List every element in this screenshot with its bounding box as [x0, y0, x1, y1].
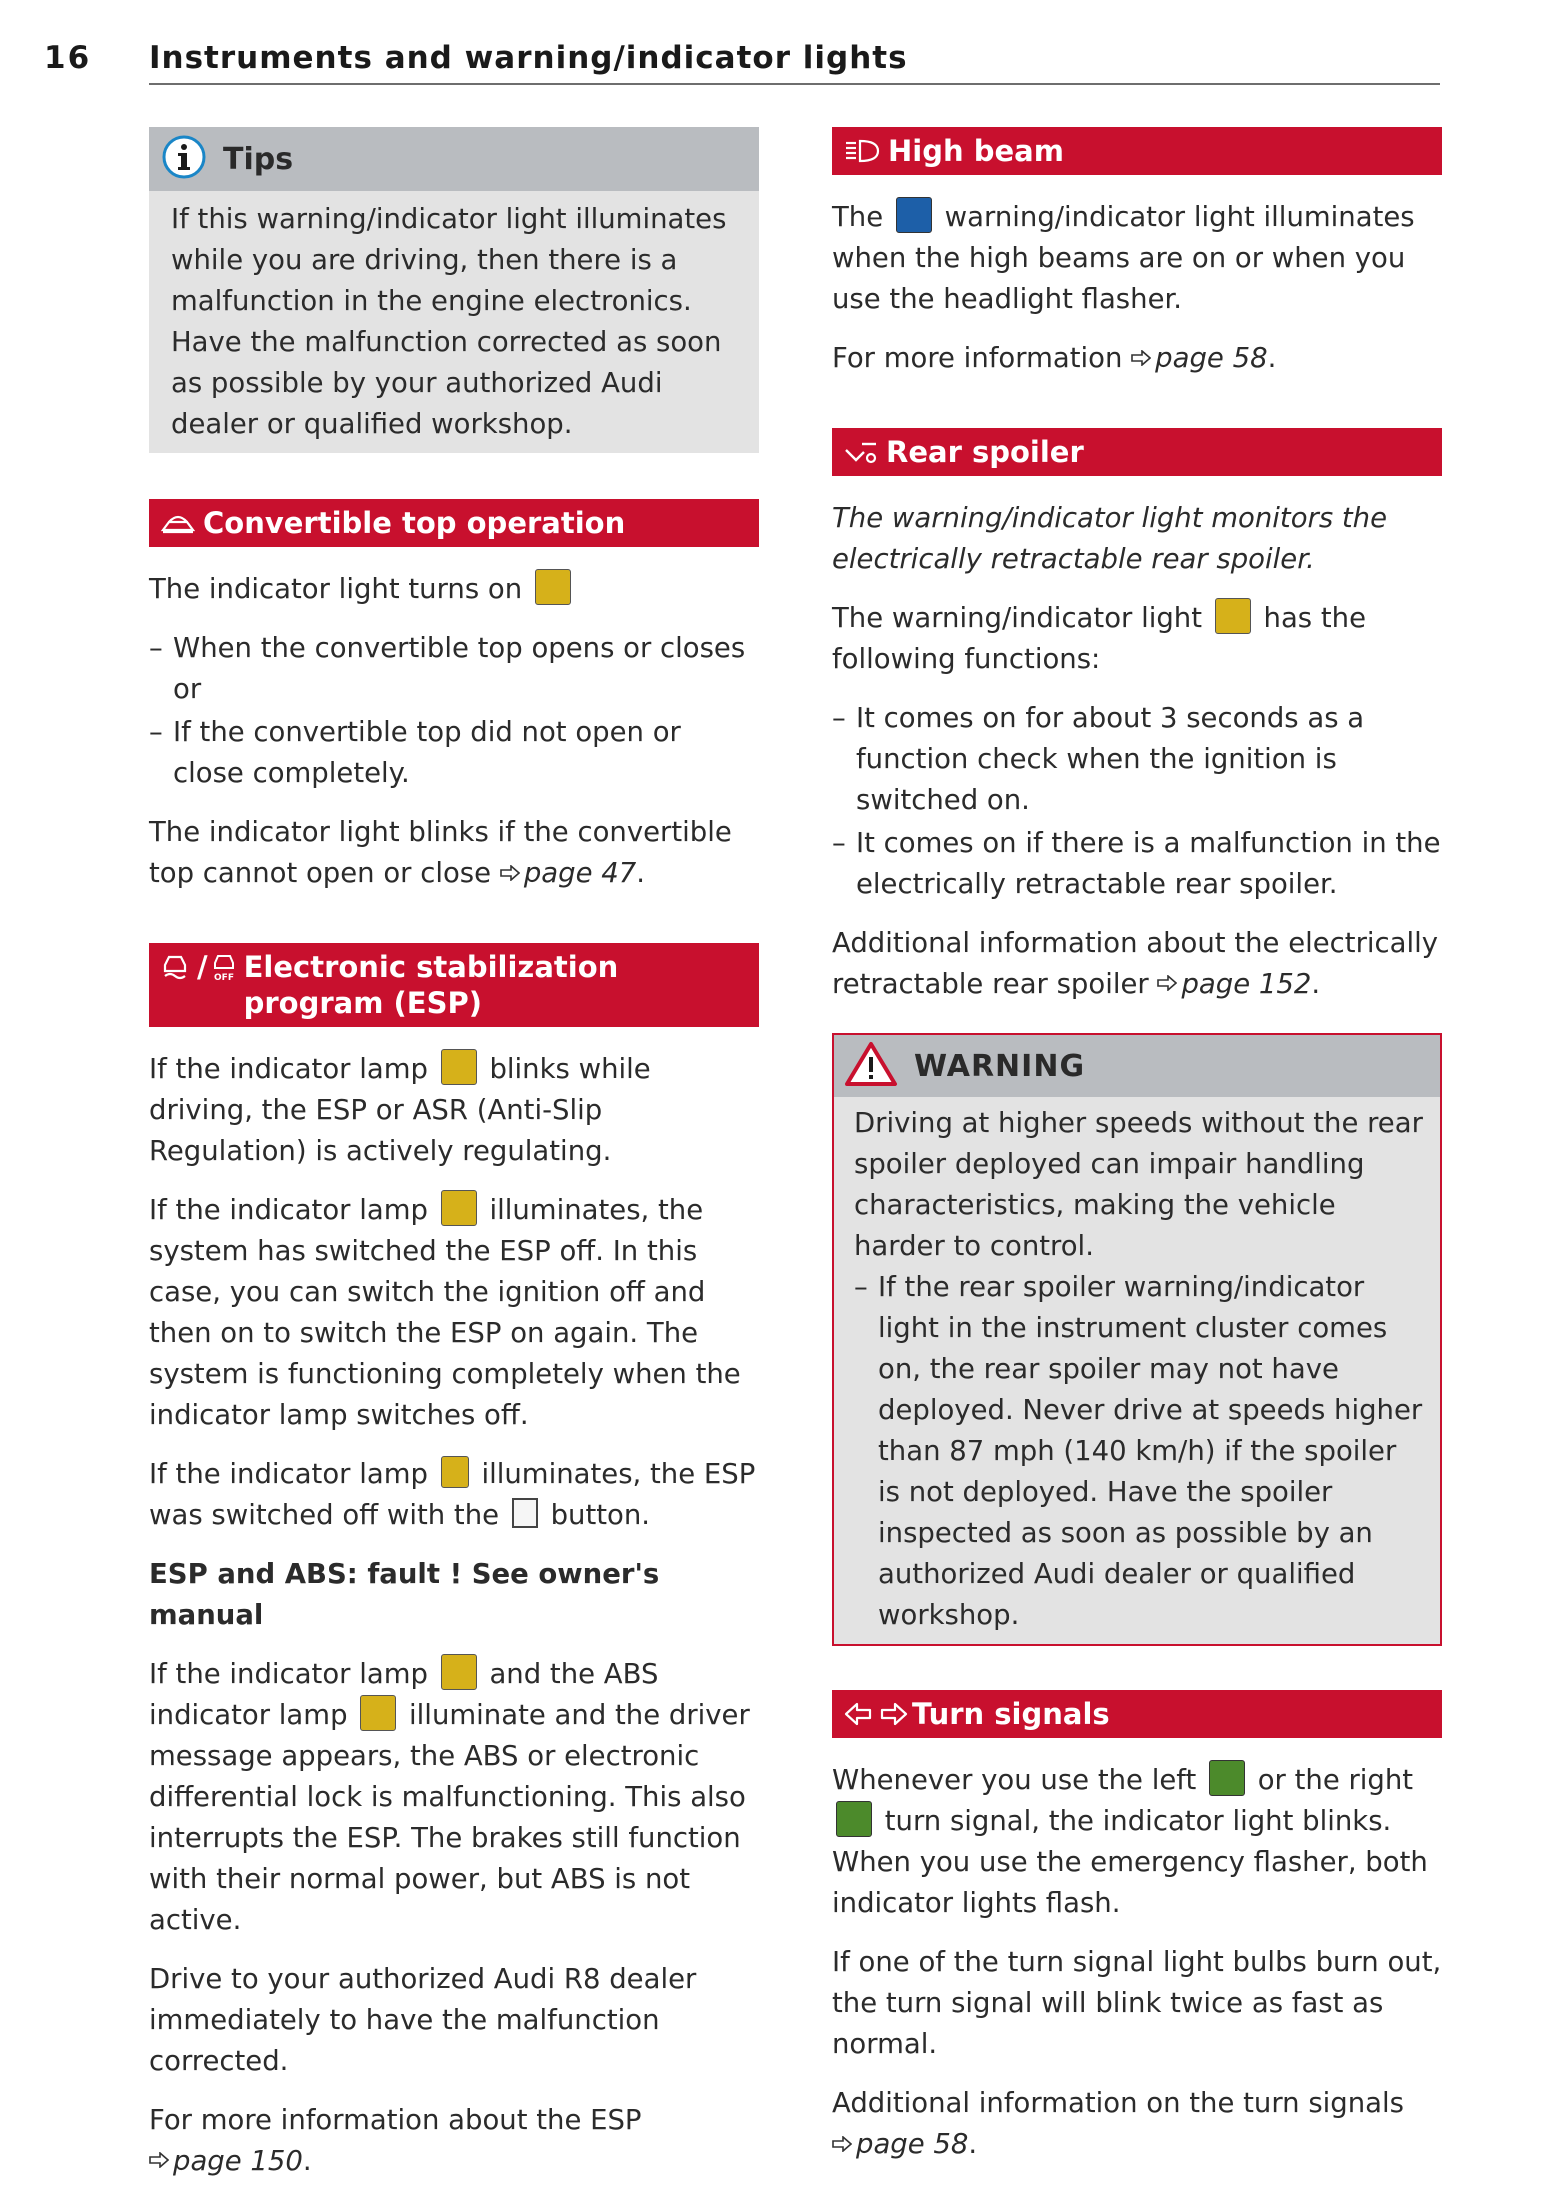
- rear-spoiler-icon: [844, 434, 878, 470]
- page-title: Instruments and warning/indicator lights: [149, 40, 908, 76]
- reference-arrow-icon: [1131, 337, 1151, 378]
- warning-label: WARNING: [914, 1048, 1086, 1084]
- warning-body: [834, 1097, 1440, 1644]
- high-beam-indicator-icon: [896, 197, 932, 233]
- rear-spoiler-section-heading: [832, 428, 1442, 476]
- esp-paragraph: Drive to your authorized Audi R8 dealer immediately to have the malfunction corrected.: [149, 1962, 697, 2077]
- tips-text: If this warning/indicator light illuminates while you are driving, then there is a malfunction in the engine electronics. Have the malfunction corrected as soon as possible by your authorized Audi dealer or qualified workshop.: [171, 203, 727, 440]
- page-reference-link[interactable]: page 58: [1155, 342, 1268, 374]
- esp-fault-heading: ESP and ABS: fault ! See owner's manual: [149, 1557, 660, 1631]
- warning-header: [834, 1035, 1440, 1097]
- page-number: 16: [44, 40, 92, 76]
- svg-text:OFF: OFF: [213, 972, 234, 983]
- convertible-list: [149, 628, 759, 794]
- esp-paragraph: If the indicator lamp illuminates, the system has switched the ESP off. In this case, you can switch the ignition off and then on to switch the ESP on again. The system is functioning completely when the indicator lamp switches off.: [149, 1190, 759, 1436]
- page-reference-link[interactable]: page 150: [173, 2144, 303, 2177]
- tips-box: [149, 127, 759, 453]
- high-beam-title: High beam: [888, 134, 1064, 168]
- info-icon: [161, 134, 207, 184]
- turn-signal-left-icon: [844, 1696, 872, 1732]
- warning-list: [854, 1267, 1424, 1636]
- warning-triangle-icon: [844, 1041, 898, 1091]
- high-beam-more-info: For more information page 58.: [832, 338, 1442, 380]
- reference-arrow-icon: [832, 2123, 852, 2164]
- rear-spoiler-indicator-icon: [1215, 598, 1251, 634]
- rear-spoiler-more-info: Additional information about the electrically retractable rear spoiler page 152.: [832, 923, 1442, 1006]
- reference-arrow-icon: [500, 852, 520, 893]
- esp-icon: [161, 949, 189, 985]
- convertible-top-icon: [161, 505, 195, 541]
- convertible-title: Convertible top operation: [203, 506, 626, 540]
- page-reference-link[interactable]: page 58: [856, 2128, 969, 2160]
- turn-signals-paragraph: If one of the turn signal light bulbs burn out, the turn signal will blink twice as fast as normal.: [832, 1946, 1442, 2060]
- esp-off-indicator-icon: [441, 1456, 469, 1488]
- turn-signal-right-icon: [880, 1696, 908, 1732]
- left-turn-indicator-icon: [1209, 1760, 1245, 1796]
- warning-text: Driving at higher speeds without the rear spoiler deployed can impair handling characteristics, making the vehicle harder to control.: [854, 1107, 1423, 1262]
- high-beam-paragraph: The warning/indicator light illuminates when the high beams are on or when you use the headlight flasher.: [832, 197, 1442, 320]
- high-beam-section-heading: [832, 127, 1442, 175]
- reference-arrow-icon: [1157, 962, 1177, 1003]
- header-rule: [149, 83, 1440, 85]
- list-item: – When the convertible top opens or closes or: [149, 628, 759, 710]
- right-turn-indicator-icon: [836, 1801, 872, 1837]
- right-column: [832, 127, 1442, 2184]
- turn-signals-paragraph: Whenever you use the left or the right turn signal, the indicator light blinks. When you use the emergency flasher, both indicator lights flash.: [832, 1760, 1442, 1924]
- reference-arrow-icon: [149, 2139, 169, 2180]
- esp-indicator-icon: [441, 1049, 477, 1085]
- esp-title-separator: /: [197, 949, 208, 984]
- esp-paragraph: If the indicator lamp and the ABS indicator lamp illuminate and the driver message appears, the ABS or electronic differential lock is malfunctioning. This also interrupts the ESP. The brakes still function with their normal power, but ABS is not active.: [149, 1654, 759, 1941]
- list-item: – It comes on for about 3 seconds as a function check when the ignition is switched on.: [832, 698, 1442, 821]
- list-item: – If the convertible top did not open or close completely.: [149, 712, 759, 794]
- rear-spoiler-title: Rear spoiler: [886, 434, 1084, 469]
- turn-signals-title: Turn signals: [912, 1697, 1110, 1731]
- esp-paragraph: If the indicator lamp illuminates, the ESP was switched off with the button.: [149, 1457, 756, 1531]
- list-item: – It comes on if there is a malfunction in the electrically retractable rear spoiler.: [832, 823, 1442, 905]
- esp-title: Electronic stabilization program (ESP): [243, 949, 619, 1020]
- left-column: [149, 127, 759, 2200]
- convertible-section-heading: [149, 499, 759, 547]
- esp-section-heading: [149, 943, 759, 1027]
- turn-signals-section-heading: [832, 1690, 1442, 1738]
- esp-more-info: For more information about the ESP page 150.: [149, 2100, 759, 2183]
- abs-indicator-icon: [360, 1695, 396, 1731]
- tips-header: [149, 127, 759, 191]
- rear-spoiler-paragraph: The warning/indicator light has the following functions:: [832, 598, 1442, 680]
- convertible-top-indicator-icon: [535, 569, 571, 605]
- rear-spoiler-intro: The warning/indicator light monitors the electrically retractable rear spoiler.: [832, 501, 1388, 575]
- page-reference-link[interactable]: page 152: [1181, 967, 1312, 1000]
- warning-box: [832, 1033, 1442, 1646]
- convertible-intro: The indicator light turns on: [149, 569, 759, 610]
- esp-button-icon: [512, 1498, 538, 1528]
- high-beam-icon: [844, 133, 880, 169]
- convertible-blink-text: The indicator light blinks if the convertible top cannot open or close page 47.: [149, 812, 759, 895]
- rear-spoiler-list: [832, 698, 1442, 905]
- tips-label: Tips: [223, 141, 294, 177]
- esp-off-icon: [212, 949, 236, 985]
- esp-paragraph: If the indicator lamp blinks while driving, the ESP or ASR (Anti-Slip Regulation) is actively regulating.: [149, 1049, 759, 1172]
- esp-indicator-icon: [441, 1190, 477, 1226]
- esp-indicator-icon: [441, 1654, 477, 1690]
- turn-signals-more-info: Additional information on the turn signals page 58.: [832, 2083, 1442, 2166]
- list-item: – If the rear spoiler warning/indicator light in the instrument cluster comes on, the rear spoiler may not have deployed. Never drive at speeds higher than 87 mph (140 km/h) if the spoiler is not deployed. Have the spoiler inspected as soon as possible by an authorized Audi dealer or qualified workshop.: [854, 1267, 1424, 1636]
- page-reference-link[interactable]: page 47: [523, 857, 637, 889]
